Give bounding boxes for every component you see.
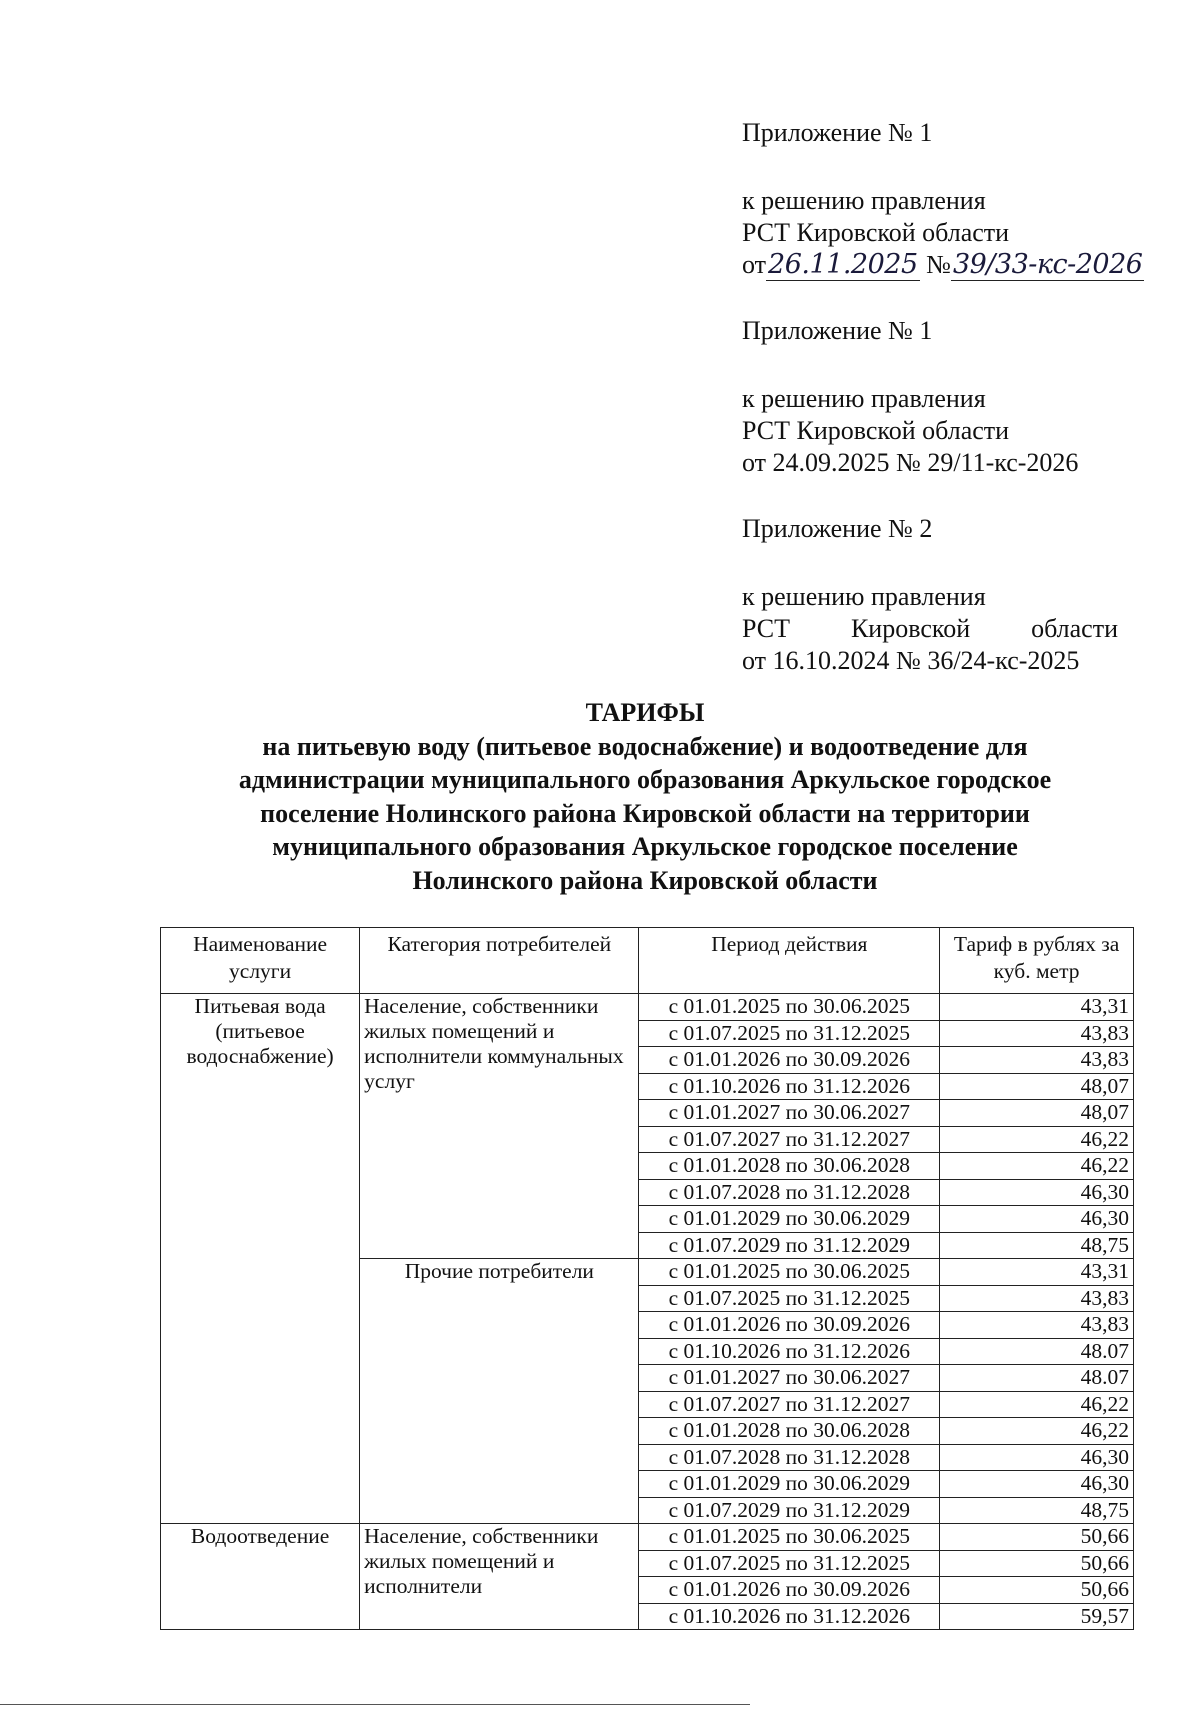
cell-tariff: 43,31	[940, 1259, 1134, 1286]
title-line: муниципального образования Аркульское городское поселение	[272, 832, 1018, 861]
cell-tariff: 46,22	[940, 1153, 1134, 1180]
cell-tariff: 50,66	[940, 1577, 1134, 1604]
appendix-line: от 16.10.2024 № 36/24-кс-2025	[742, 646, 1080, 675]
cell-period: с 01.07.2028 по 31.12.2028	[639, 1444, 940, 1471]
cell-tariff: 48,07	[940, 1100, 1134, 1127]
document-title	[100, 696, 1190, 897]
appendix-line: РСТ Кировской области	[742, 218, 1010, 247]
cell-tariff: 48.07	[940, 1365, 1134, 1392]
cell-tariff: 50,66	[940, 1524, 1134, 1551]
appendix-justified-line	[742, 613, 1118, 645]
appendix-word: РСТ	[742, 614, 791, 643]
appendix-line: РСТ Кировской области	[742, 416, 1010, 445]
cell-service: Водоотведение	[161, 1524, 360, 1630]
cell-period: с 01.07.2025 по 31.12.2025	[639, 1550, 940, 1577]
cell-category: Прочие потребители	[360, 1259, 639, 1524]
table-header-row	[161, 928, 1134, 994]
title-heading: ТАРИФЫ	[585, 698, 705, 727]
cell-period: с 01.01.2027 по 30.06.2027	[639, 1100, 940, 1127]
tariffs-body	[161, 994, 1134, 1630]
title-line: на питьевую воду (питьевое водоснабжение) и водоотведение для	[262, 731, 1028, 761]
tariffs-table	[160, 927, 1134, 1630]
appendix-title: Приложение № 1	[742, 118, 933, 147]
cell-tariff: 48.07	[940, 1338, 1134, 1365]
cell-tariff: 46,22	[940, 1391, 1134, 1418]
bottom-rule	[0, 1704, 750, 1705]
cell-tariff: 43,83	[940, 1047, 1134, 1074]
appendix-title: Приложение № 1	[742, 316, 933, 345]
title-line: Нолинского района Кировской области	[412, 865, 878, 895]
cell-period: с 01.01.2027 по 30.06.2027	[639, 1365, 940, 1392]
appendix-line: к решению правления	[742, 186, 986, 215]
cell-period: с 01.07.2027 по 31.12.2027	[639, 1126, 940, 1153]
cell-tariff: 50,66	[940, 1550, 1134, 1577]
date-prefix: от	[742, 250, 767, 279]
cell-period: с 01.01.2028 по 30.06.2028	[639, 1418, 940, 1445]
cell-tariff: 43,83	[940, 1312, 1134, 1339]
appendix-line: к решению правления	[742, 384, 986, 413]
cell-tariff: 48,75	[940, 1232, 1134, 1259]
cell-period: с 01.07.2028 по 31.12.2028	[639, 1179, 940, 1206]
cell-period: с 01.01.2029 по 30.06.2029	[639, 1471, 940, 1498]
cell-period: с 01.01.2026 по 30.09.2026	[639, 1577, 940, 1604]
cell-tariff: 43,83	[940, 1020, 1134, 1047]
cell-period: с 01.07.2027 по 31.12.2027	[639, 1391, 940, 1418]
cell-tariff: 46,30	[940, 1206, 1134, 1233]
cell-period: с 01.07.2029 по 31.12.2029	[639, 1497, 940, 1524]
cell-service: Питьевая вода (питьевое водоснабжение)	[161, 994, 360, 1524]
cell-tariff: 43,83	[940, 1285, 1134, 1312]
cell-tariff: 48,75	[940, 1497, 1134, 1524]
header-period: Период действия	[639, 928, 940, 994]
cell-period: с 01.10.2026 по 31.12.2026	[639, 1073, 940, 1100]
header-category: Категория потребителей	[360, 928, 639, 994]
table-row	[161, 1524, 1134, 1551]
cell-category: Население, собственники жилых помещений и исполнители коммунальных услуг	[360, 994, 639, 1259]
appendix-date-line	[742, 249, 1143, 281]
appendix-word: Кировской	[850, 614, 971, 643]
handwritten-date: 26.11.2025	[768, 249, 918, 280]
cell-tariff: 43,31	[940, 994, 1134, 1021]
header-tariff: Тариф в рублях за куб. метр	[940, 928, 1134, 994]
cell-period: с 01.01.2029 по 30.06.2029	[639, 1206, 940, 1233]
handwritten-number: 39/33-кс-2026	[952, 249, 1143, 280]
cell-tariff: 46,30	[940, 1471, 1134, 1498]
appendix-line: от 24.09.2025 № 29/11-кс-2026	[742, 448, 1079, 477]
title-line: администрации муниципального образования Аркульское городское	[238, 765, 1052, 794]
cell-period: с 01.01.2025 по 30.06.2025	[639, 1524, 940, 1551]
cell-tariff: 46,22	[940, 1418, 1134, 1445]
number-prefix: №	[926, 250, 951, 279]
cell-period: с 01.10.2026 по 31.12.2026	[639, 1603, 940, 1630]
cell-tariff: 46,30	[940, 1179, 1134, 1206]
cell-period: с 01.01.2025 по 30.06.2025	[639, 1259, 940, 1286]
cell-tariff: 46,22	[940, 1126, 1134, 1153]
cell-period: с 01.01.2026 по 30.09.2026	[639, 1312, 940, 1339]
appendix-word: области	[1031, 614, 1118, 643]
cell-period: с 01.01.2025 по 30.06.2025	[639, 994, 940, 1021]
cell-period: с 01.01.2026 по 30.09.2026	[639, 1047, 940, 1074]
cell-tariff: 46,30	[940, 1444, 1134, 1471]
cell-category: Население, собственники жилых помещений и исполнители	[360, 1524, 639, 1630]
cell-period: с 01.07.2025 по 31.12.2025	[639, 1020, 940, 1047]
appendix-block-3	[742, 513, 1122, 677]
cell-period: с 01.10.2026 по 31.12.2026	[639, 1338, 940, 1365]
title-line: поселение Нолинского района Кировской области на территории	[260, 798, 1030, 828]
cell-period: с 01.07.2025 по 31.12.2025	[639, 1285, 940, 1312]
appendix-line: к решению правления	[742, 582, 986, 611]
appendix-block-1	[742, 117, 1143, 281]
cell-period: с 01.01.2028 по 30.06.2028	[639, 1153, 940, 1180]
header-service: Наименование услуги	[161, 928, 360, 994]
cell-period: с 01.07.2029 по 31.12.2029	[639, 1232, 940, 1259]
appendix-block-2	[742, 315, 1122, 479]
cell-tariff: 48,07	[940, 1073, 1134, 1100]
appendix-title: Приложение № 2	[742, 514, 933, 543]
table-row	[161, 994, 1134, 1021]
cell-tariff: 59,57	[940, 1603, 1134, 1630]
